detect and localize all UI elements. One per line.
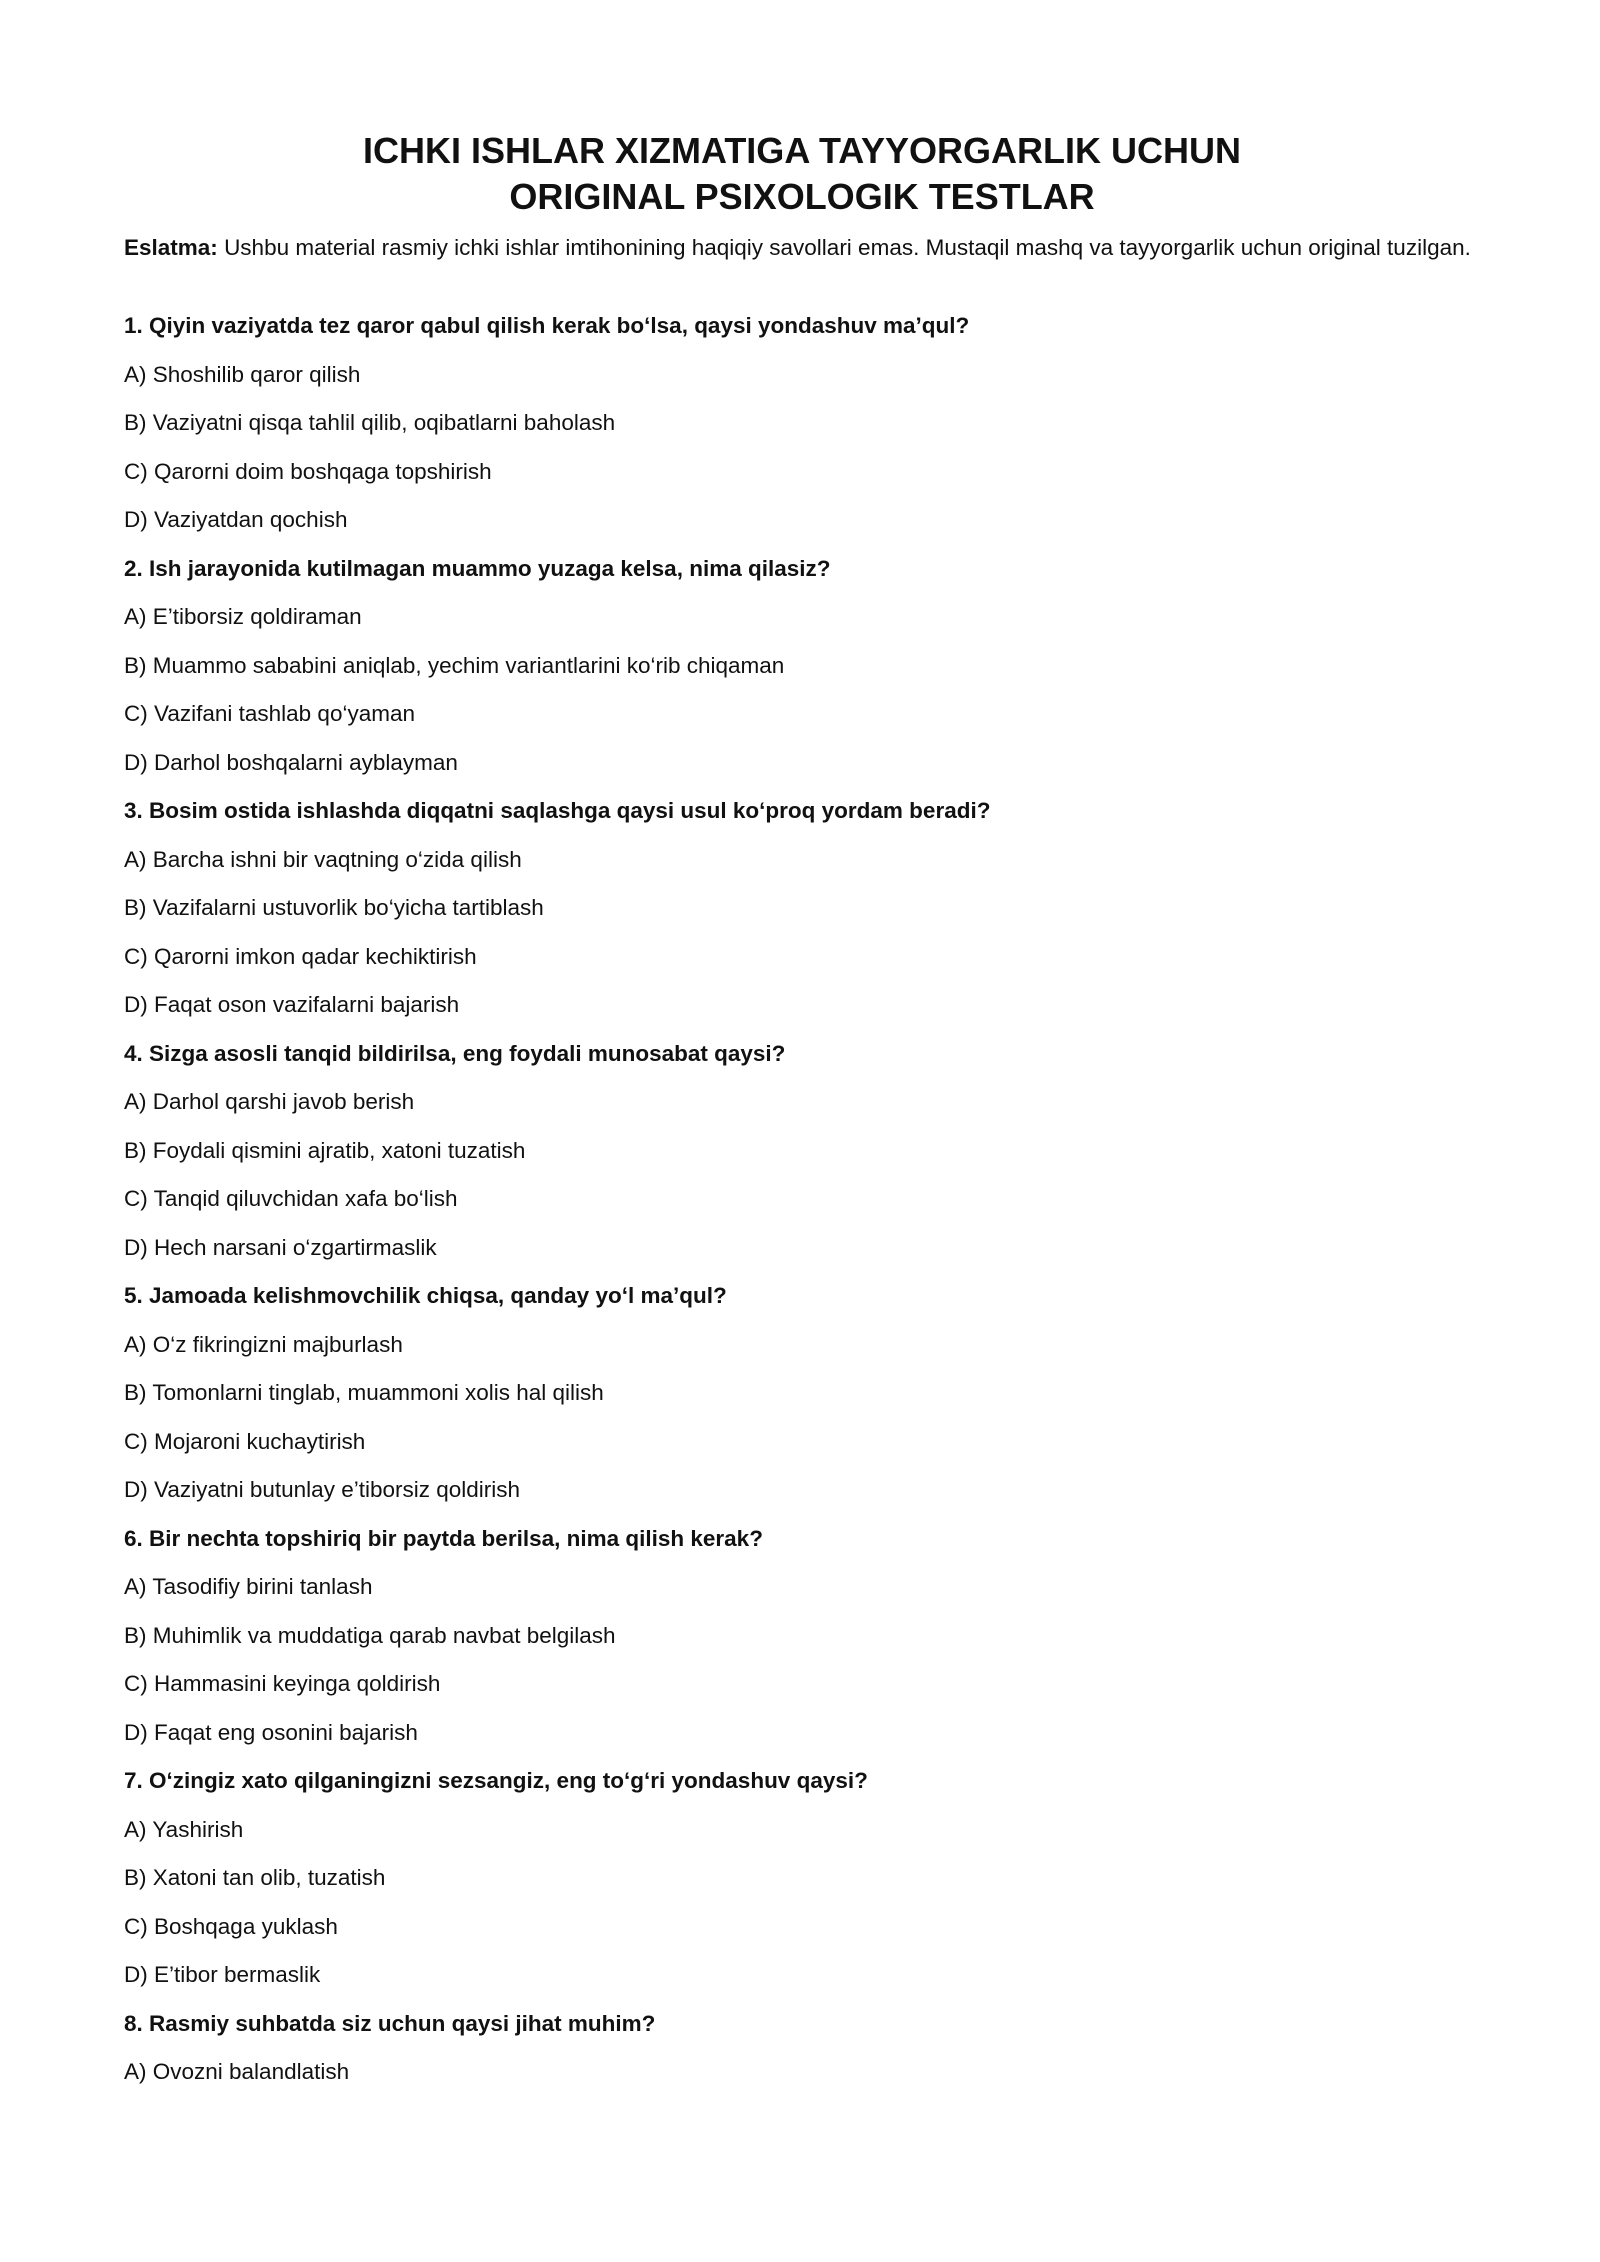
answer-option: C) Qarorni doim boshqaga topshirish bbox=[124, 458, 492, 484]
answer-option: A) E’tiborsiz qoldiraman bbox=[124, 604, 362, 629]
question-block bbox=[124, 787, 1480, 1030]
answer-option: B) Foydali qismini ajratib, xatoni tuzatish bbox=[124, 1137, 526, 1163]
answer-option: A) Ovozni balandlatish bbox=[124, 2059, 350, 2084]
answer-option: D) Faqat eng osonini bajarish bbox=[124, 1719, 418, 1745]
answer-option: C) Mojaroni kuchaytirish bbox=[124, 1428, 366, 1454]
title-line-2: ORIGINAL PSIXOLOGIK TESTLAR bbox=[509, 176, 1095, 217]
answer-option: A) O‘z fikringizni majburlash bbox=[124, 1331, 403, 1357]
title-line-1: ICHKI ISHLAR XIZMATIGA TAYYORGARLIK UCHUN bbox=[363, 130, 1241, 171]
answer-option: A) Darhol qarshi javob berish bbox=[124, 1089, 415, 1114]
answer-option: D) E’tibor bermaslik bbox=[124, 1962, 321, 1987]
answer-option: B) Xatoni tan olib, tuzatish bbox=[124, 1865, 386, 1890]
question-block bbox=[124, 545, 1480, 788]
note-label: Eslatma: bbox=[124, 235, 218, 260]
answer-option: C) Tanqid qiluvchidan xafa bo‘lish bbox=[124, 1186, 458, 1211]
answer-option: D) Vaziyatni butunlay e’tiborsiz qoldirish bbox=[124, 1477, 521, 1502]
question-text: 4. Sizga asosli tanqid bildirilsa, eng foydali munosabat qaysi? bbox=[124, 1040, 786, 1066]
question-text: 2. Ish jarayonida kutilmagan muammo yuzaga kelsa, nima qilasiz? bbox=[124, 555, 831, 581]
question-text: 1. Qiyin vaziyatda tez qaror qabul qilish kerak bo‘lsa, qaysi yondashuv ma’qul? bbox=[124, 313, 970, 338]
question-block bbox=[124, 302, 1480, 545]
answer-option: D) Hech narsani o‘zgartirmaslik bbox=[124, 1234, 437, 1260]
question-block bbox=[124, 1030, 1480, 1273]
answer-option: D) Faqat oson vazifalarni bajarish bbox=[124, 992, 460, 1017]
note-text: Ushbu material rasmiy ichki ishlar imtihonining haqiqiy savollari emas. Mustaqil mashq va tayyorgarlik uchun original tuzilgan. bbox=[224, 235, 1471, 260]
answer-option: B) Tomonlarni tinglab, muammoni xolis hal qilish bbox=[124, 1380, 604, 1405]
note-paragraph bbox=[124, 232, 1480, 264]
answer-option: C) Vazifani tashlab qo‘yaman bbox=[124, 701, 415, 726]
answer-option: A) Shoshilib qaror qilish bbox=[124, 361, 361, 387]
answer-option: B) Vaziyatni qisqa tahlil qilib, oqibatlarni baholash bbox=[124, 410, 616, 435]
question-block bbox=[124, 2000, 1480, 2097]
question-block bbox=[124, 1515, 1480, 1758]
question-text: 7. O‘zingiz xato qilganingizni sezsangiz, eng to‘g‘ri yondashuv qaysi? bbox=[124, 1768, 868, 1793]
question-text: 3. Bosim ostida ishlashda diqqatni saqlashga qaysi usul ko‘proq yordam beradi? bbox=[124, 798, 991, 823]
question-block bbox=[124, 1757, 1480, 2000]
answer-option: B) Vazifalarni ustuvorlik bo‘yicha tartiblash bbox=[124, 895, 544, 920]
question-list bbox=[124, 302, 1480, 2097]
answer-option: B) Muhimlik va muddatiga qarab navbat belgilash bbox=[124, 1622, 616, 1648]
answer-option: A) Barcha ishni bir vaqtning o‘zida qilish bbox=[124, 846, 522, 872]
document-title bbox=[124, 128, 1480, 220]
answer-option: D) Darhol boshqalarni ayblayman bbox=[124, 749, 458, 775]
answer-option: C) Qarorni imkon qadar kechiktirish bbox=[124, 943, 477, 969]
question-text: 6. Bir nechta topshiriq bir paytda berilsa, nima qilish kerak? bbox=[124, 1525, 763, 1551]
answer-option: D) Vaziyatdan qochish bbox=[124, 507, 348, 532]
answer-option: C) Hammasini keyinga qoldirish bbox=[124, 1671, 441, 1696]
answer-option: C) Boshqaga yuklash bbox=[124, 1913, 338, 1939]
answer-option: B) Muammo sababini aniqlab, yechim variantlarini ko‘rib chiqaman bbox=[124, 652, 785, 678]
question-text: 5. Jamoada kelishmovchilik chiqsa, qanday yo‘l ma’qul? bbox=[124, 1283, 727, 1308]
answer-option: A) Yashirish bbox=[124, 1816, 244, 1842]
answer-option: A) Tasodifiy birini tanlash bbox=[124, 1574, 373, 1599]
question-block bbox=[124, 1272, 1480, 1515]
question-text: 8. Rasmiy suhbatda siz uchun qaysi jihat muhim? bbox=[124, 2010, 656, 2036]
